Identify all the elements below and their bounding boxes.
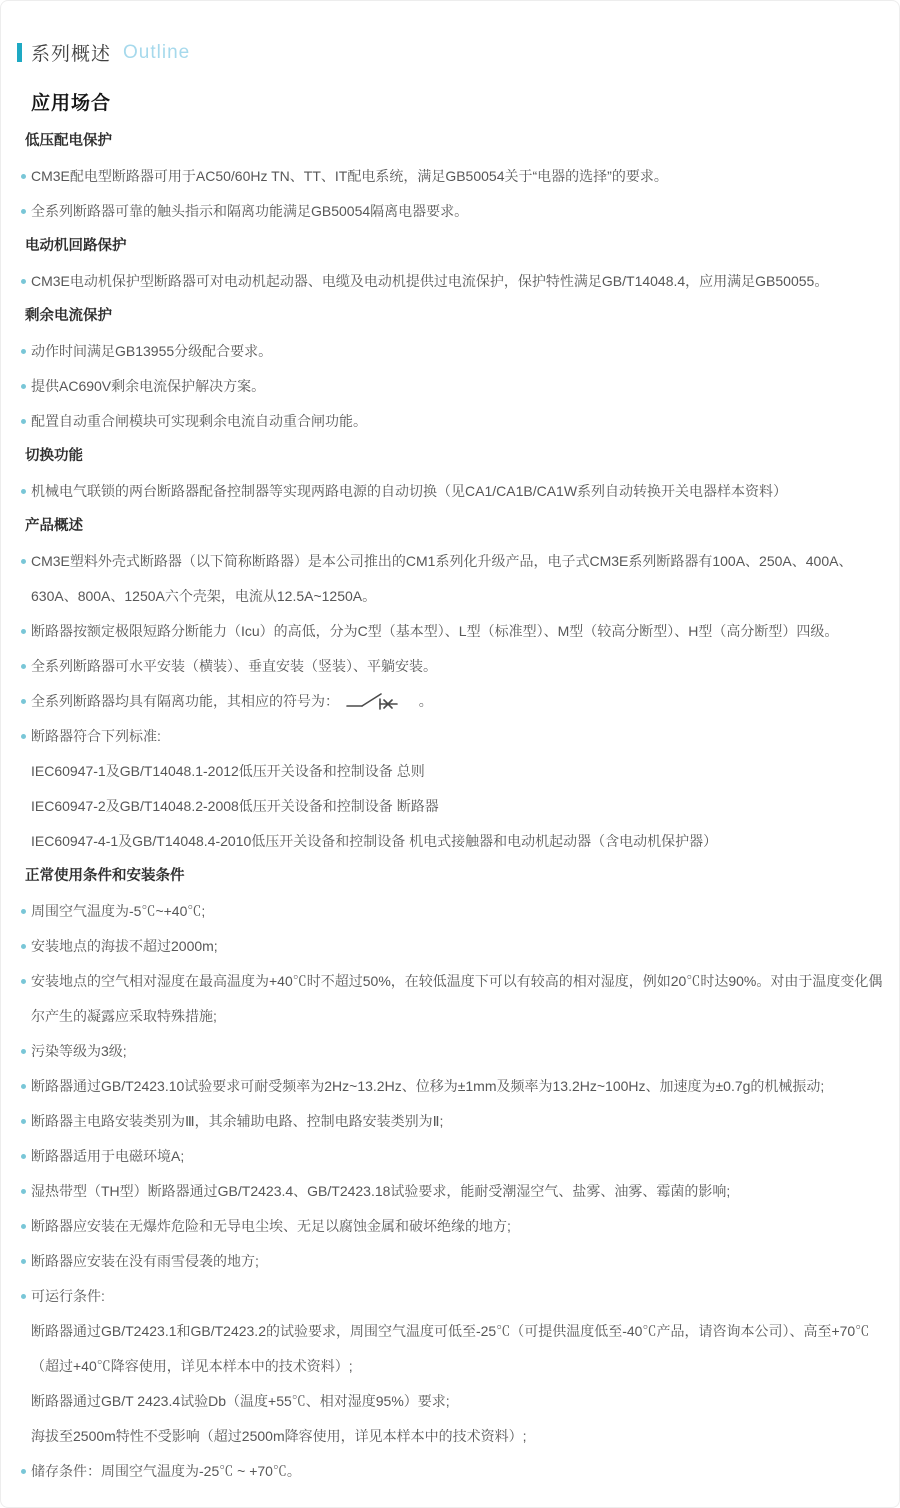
bullet-item: 配置自动重合闸模块可实现剩余电流自动重合闸功能。 xyxy=(1,404,883,439)
bullet-item: 污染等级为3级; xyxy=(1,1034,883,1069)
bullet-item: CM3E塑料外壳式断路器（以下简称断路器）是本公司推出的CM1系列化升级产品，电子式CM3E系列断路器有100A、250A、400A、630A、800A、1250A六个壳架，电流从12.5A~1250A。 xyxy=(1,544,883,614)
bullet-item: 可运行条件: xyxy=(1,1279,883,1314)
section-subheading: 电动机回路保护 xyxy=(25,238,127,254)
bullet-item: 断路器应安装在无爆炸危险和无导电尘埃、无足以腐蚀金属和破坏绝缘的地方; xyxy=(1,1209,883,1244)
bullet-item: 提供AC690V剩余电流保护解决方案。 xyxy=(1,369,883,404)
section-title-zh: 系列概述 xyxy=(31,44,112,65)
bullet-item: 储存条件：周围空气温度为-25℃ ~ +70℃。 xyxy=(1,1454,883,1489)
content-list xyxy=(1,124,899,1489)
section-subheading: 切换功能 xyxy=(25,448,83,464)
plain-line: 海拔至2500m特性不受影响（超过2500m降容使用，详见本样本中的技术资料）; xyxy=(31,1428,527,1444)
bullet-item: 湿热带型（TH型）断路器通过GB/T2423.4、GB/T2423.18试验要求，能耐受潮湿空气、盐雾、油雾、霉菌的影响; xyxy=(1,1174,883,1209)
section-subheading: 剩余电流保护 xyxy=(25,308,112,324)
bullet-item: 断路器应安装在没有雨雪侵袭的地方; xyxy=(1,1244,883,1279)
plain-line: 断路器通过GB/T 2423.4试验Db（温度+55℃、相对湿度95%）要求; xyxy=(31,1393,450,1409)
bullet-item: 机械电气联锁的两台断路器配备控制器等实现两路电源的自动切换（见CA1/CA1B/CA1W系列自动转换开关电器样本资料） xyxy=(1,474,883,509)
bullet-item: 全系列断路器可靠的触头指示和隔离功能满足GB50054隔离电器要求。 xyxy=(1,194,883,229)
bullet-item: 动作时间满足GB13955分级配合要求。 xyxy=(1,334,883,369)
section-subheading: 产品概述 xyxy=(25,518,83,534)
plain-line: IEC60947-1及GB/T14048.1-2012低压开关设备和控制设备 总则 xyxy=(31,763,425,779)
section-title-en: Outline xyxy=(123,41,191,63)
bullet-item: 断路器通过GB/T2423.10试验要求可耐受频率为2Hz~13.2Hz、位移为±1mm及频率为13.2Hz~100Hz、加速度为±0.7g的机械振动; xyxy=(1,1069,883,1104)
bullet-item: CM3E电动机保护型断路器可对电动机起动器、电缆及电动机提供过电流保护，保护特性满足GB/T14048.4，应用满足GB50055。 xyxy=(1,264,883,299)
bullet-item: 安装地点的空气相对湿度在最高温度为+40℃时不超过50%，在较低温度下可以有较高的相对湿度，例如20℃时达90%。对由于温度变化偶尔产生的凝露应采取特殊措施; xyxy=(1,964,883,1034)
section-subheading: 正常使用条件和安装条件 xyxy=(25,868,185,884)
plain-line: IEC60947-2及GB/T14048.2-2008低压开关设备和控制设备 断路器 xyxy=(31,798,439,814)
bullet-item: 安装地点的海拔不超过2000m; xyxy=(1,929,883,964)
bullet-item: 周围空气温度为-5℃~+40℃; xyxy=(1,894,883,929)
bullet-item: 断路器符合下列标准: xyxy=(1,719,883,754)
accent-bar xyxy=(17,43,22,62)
section-header xyxy=(17,39,899,66)
bullet-item: 断路器适用于电磁环境A; xyxy=(1,1139,883,1174)
bullet-item: CM3E配电型断路器可用于AC50/60Hz TN、TT、IT配电系统，满足GB50054关于“电器的选择”的要求。 xyxy=(1,159,883,194)
plain-line: 断路器通过GB/T2423.1和GB/T2423.2的试验要求，周围空气温度可低至-25℃（可提供温度低至-40℃产品，请咨询本公司）、高至+70℃（超过+40℃降容使用，详见本样本中的技术资料）; xyxy=(31,1323,870,1374)
bullet-text-before-symbol: 全系列断路器均具有隔离功能，其相应的符号为： xyxy=(31,693,339,709)
section-subheading: 低压配电保护 xyxy=(25,133,112,149)
bullet-item-with-isolator-symbol xyxy=(1,684,883,719)
bullet-item: 全系列断路器可水平安装（横装）、垂直安装（竖装）、平躺安装。 xyxy=(1,649,883,684)
switch-disconnector-icon xyxy=(345,690,399,712)
bullet-item: 断路器按额定极限短路分断能力（Icu）的高低，分为C型（基本型）、L型（标准型）、M型（较高分断型）、H型（高分断型）四级。 xyxy=(1,614,883,649)
plain-line: IEC60947-4-1及GB/T14048.4-2010低压开关设备和控制设备 机电式接触器和电动机起动器（含电动机保护器） xyxy=(31,833,718,849)
bullet-item: 断路器主电路安装类别为Ⅲ，其余辅助电路、控制电路安装类别为Ⅱ; xyxy=(1,1104,883,1139)
page-title: 应用场合 xyxy=(31,93,112,114)
bullet-text-after-symbol: 。 xyxy=(418,693,433,709)
